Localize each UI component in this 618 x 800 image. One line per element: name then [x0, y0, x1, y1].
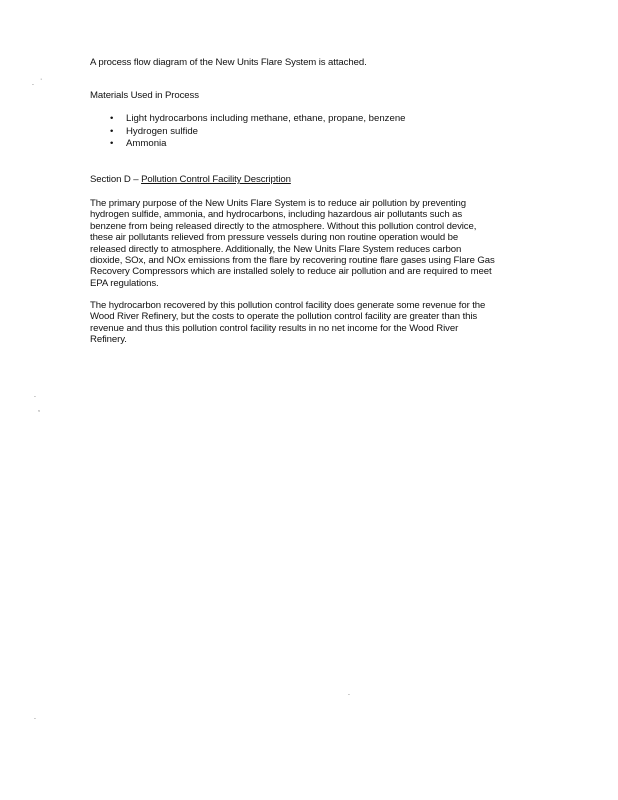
text-line: revenue and thus this pollution control facility results in no net income for the Wood River: [90, 322, 459, 334]
text-line: benzene from being released directly to the atmosphere. Without this pollution control device,: [90, 220, 477, 232]
scan-speck: ,: [38, 406, 40, 413]
scan-speck: .: [34, 714, 36, 721]
bullet-icon: •: [110, 138, 114, 150]
materials-list: [90, 113, 490, 151]
scan-speck: .: [34, 392, 36, 399]
paragraph-revenue: [90, 300, 528, 346]
text-line: The primary purpose of the New Units Flare System is to reduce air pollution by preventing: [90, 198, 466, 209]
scan-speck: .: [348, 690, 350, 697]
bullet-icon: •: [110, 113, 114, 124]
text-line: The hydrocarbon recovered by this pollution control facility does generate some revenue for the: [90, 300, 486, 311]
text-line: hydrogen sulfide, ammonia, and hydrocarbons, including hazardous air pollutants such as: [90, 209, 463, 221]
text-line: Recovery Compressors which are installed solely to reduce air pollution and are required to meet: [90, 266, 492, 278]
bullet-icon: •: [110, 125, 114, 137]
text-line: EPA regulations.: [90, 277, 159, 289]
list-item: [90, 138, 490, 151]
section-heading: [90, 174, 291, 185]
text-line: Wood River Refinery, but the costs to operate the pollution control facility are greater than this: [90, 311, 478, 323]
scan-speck: .: [32, 80, 34, 87]
paragraph-purpose: [90, 198, 528, 289]
text-line: dioxide, SOx, and NOx emissions from the flare by recovering routine flare gases using Flare Gas: [90, 255, 495, 267]
section-title: Pollution Control Facility Description: [141, 174, 291, 185]
intro-sentence: A process flow diagram of the New Units Flare System is attached.: [90, 57, 367, 68]
list-item-text: Light hydrocarbons including methane, ethane, propane, benzene: [126, 113, 406, 124]
list-item: [90, 113, 490, 126]
text-line: released directly to atmosphere. Additionally, the New Units Flare System reduces carbon: [90, 243, 462, 255]
list-item: [90, 126, 490, 139]
list-item-text: Hydrogen sulfide: [126, 125, 198, 137]
scan-speck: ·: [40, 76, 43, 83]
section-prefix: Section D –: [90, 174, 142, 185]
list-item-text: Ammonia: [126, 138, 167, 150]
materials-heading: Materials Used in Process: [90, 90, 199, 101]
text-line: these air pollutants relieved from pressure vessels during non routine operation would be: [90, 232, 459, 244]
text-line: Refinery.: [90, 334, 127, 346]
